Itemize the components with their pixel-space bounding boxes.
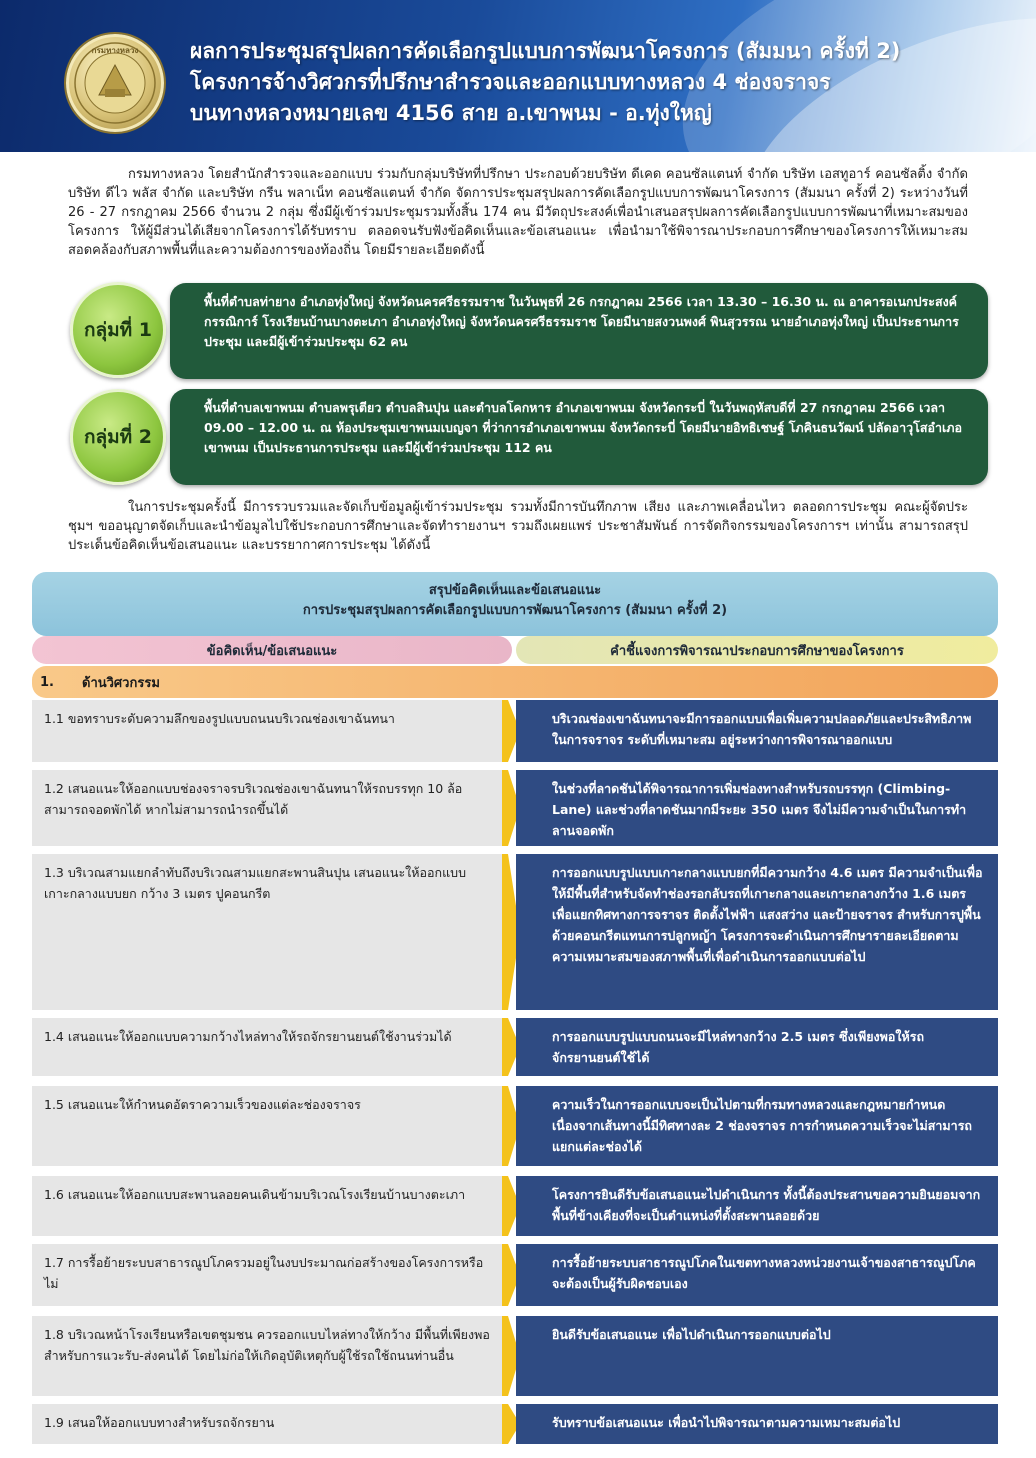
group-badge: [70, 282, 166, 378]
comment-cell: 1.6 เสนอแนะให้ออกแบบสะพานลอยคนเดินข้ามบริเวณโรงเรียนบ้านบางตะเภา: [32, 1176, 502, 1236]
table-row: [32, 854, 998, 1010]
title-line-3: บนทางหลวงหมายเลข 4156 สาย อ.เขาพนม - อ.ทุ่งใหญ่: [190, 101, 712, 125]
table-row: [32, 1086, 998, 1166]
comment-cell: 1.1 ขอทราบระดับความลึกของรูปแบบถนนบริเวณช่องเขาฉันทนา: [32, 700, 502, 762]
response-cell: โครงการยินดีรับข้อเสนอแนะไปดำเนินการ ทั้งนี้ต้องประสานขอความยินยอมจากพื้นที่ข้างเคียงที่จะเป็นตำแหน่งที่ตั้งสะพานลอยด้วย: [516, 1176, 998, 1236]
intro-paragraph: กรมทางหลวง โดยสำนักสำรวจและออกแบบ ร่วมกับกลุ่มบริษัทที่ปรึกษา ประกอบด้วยบริษัท ดีเคด คอนซัลแตนท์ จำกัด บริษัท เอสทูอาร์ คอนซัลติ้ง จำกัด บริษัท ดีไว พลัส จำกัด และบริษัท กรีน พลาเน็ท คอนซัลแตนท์ จำกัด จัดการประชุมสรุปผลการคัดเลือกรูปแบบการพัฒนาโครงการ (สัมมนา ครั้งที่ 2) ระหว่างวันที่ 26 - 27 กรกฎาคม 2566 จำนวน 2 กลุ่ม ซึ่งมีผู้เข้าร่วมประชุมรวมทั้งสิ้น 174 คน มีวัตถุประสงค์เพื่อนำเสนอสรุปผลการคัดเลือกรูปแบบการพัฒนาที่เหมาะสมของโครงการ ให้ผู้มีส่วนได้เสียจากโครงการได้รับทราบ ตลอดจนรับฟังข้อคิดเห็นและข้อเสนอแนะ เพื่อนำมาใช้พิจารณาประกอบการศึกษาของโครงการให้เหมาะสม สอดคล้องกับสภาพพื้นที่และความต้องการของท้องถิ่น โดยมีรายละเอียดดังนี้: [68, 167, 968, 258]
department-logo-icon: [66, 34, 164, 132]
section-engineering: [32, 666, 998, 698]
response-cell: การรื้อย้ายระบบสาธารณูปโภคในเขตทางหลวงหน่วยงานเจ้าของสาธารณูปโภคจะต้องเป็นผู้รับผิดชอบเอง: [516, 1244, 998, 1306]
table-row: [32, 1176, 998, 1236]
group-label: กลุ่มที่ 1: [83, 319, 153, 341]
page-title: [190, 36, 1010, 129]
summary-subtitle: การประชุมสรุปผลการคัดเลือกรูปแบบการพัฒนาโครงการ (สัมมนา ครั้งที่ 2): [302, 603, 728, 618]
group-1: [70, 283, 990, 383]
comment-cell: 1.9 เสนอให้ออกแบบทางสำหรับรถจักรยาน: [32, 1404, 502, 1444]
comment-cell: 1.3 บริเวณสามแยกลำทับถึงบริเวณสามแยกสะพานสินปุน เสนอแนะให้ออกแบบเกาะกลางแบบยก กว้าง 3 เมตร ปูคอนกรีต: [32, 854, 502, 1010]
comment-cell: 1.2 เสนอแนะให้ออกแบบช่องจราจรบริเวณช่องเขาฉันทนาให้รถบรรทุก 10 ล้อ สามารถจอดพักได้ หากไม่สามารถนำรถขึ้นได้: [32, 770, 502, 846]
page-header: [0, 0, 1036, 152]
response-cell: การออกแบบรูปแบบถนนจะมีไหล่ทางกว้าง 2.5 เมตร ซึ่งเพียงพอให้รถจักรยานยนต์ใช้ได้: [516, 1018, 998, 1076]
group-details: พื้นที่ตำบลเขาพนม ตำบลพรุเตียว ตำบลสินปุน และตำบลโคกหาร อำเภอเขาพนม จังหวัดกระบี่ ในวันพฤหัสบดีที่ 27 กรกฎาคม 2566 เวลา 09.00 – 12.00 น. ณ ห้องประชุมเขาพนมเบญจา ที่ว่าการอำเภอเขาพนม จังหวัดกระบี่ โดยมีนายอิทธิเชษฐ์ โภคินธนวัฒน์ ปลัดอาวุโสอำเภอเขาพนม เป็นประธานการประชุม และมีผู้เข้าร่วมประชุม 112 คน: [170, 389, 988, 485]
response-cell: ในช่วงที่ลาดชันได้พิจารณาการเพิ่มช่องทางสำหรับรถบรรทุก (Climbing-Lane) และช่วงที่ลาดชันมากมีระยะ 350 เมตร จึงไม่มีความจำเป็นในการทำลานจอดพัก: [516, 770, 998, 846]
group-2: [70, 389, 990, 489]
logo-text: กรมทางหลวง: [91, 46, 139, 55]
section-number: 1.: [40, 674, 54, 690]
summary-header: [32, 572, 998, 636]
table-row: [32, 700, 998, 762]
column-header-comments: ข้อคิดเห็น/ข้อเสนอแนะ: [32, 636, 512, 664]
table-row: [32, 1244, 998, 1306]
section-title: ด้านวิศวกรรม: [82, 675, 160, 691]
data-collection-paragraph: ในการประชุมครั้งนี้ มีการรวบรวมและจัดเก็บข้อมูลผู้เข้าร่วมประชุม รวมทั้งมีการบันทึกภาพ เสียง และภาพเคลื่อนไหว ตลอดการประชุม คณะผู้จัดประชุมฯ ขออนุญาตจัดเก็บและนำข้อมูลไปใช้ประกอบการศึกษาและจัดทำรายงานฯ รวมถึงเผยแพร่ ประชาสัมพันธ์ การจัดกิจกรรมของโครงการฯ เท่านั้น สามารถสรุปประเด็นข้อคิดเห็นข้อเสนอแนะ และบรรยากาศการประชุม ได้ดังนี้: [68, 500, 968, 553]
table-row: [32, 1316, 998, 1396]
response-cell: ความเร็วในการออกแบบจะเป็นไปตามที่กรมทางหลวงและกฎหมายกำหนด เนื่องจากเส้นทางนี้มีทิศทางละ 2 ช่องจราจร การกำหนดความเร็วจะไม่สามารถแยกแต่ละช่องได้: [516, 1086, 998, 1166]
response-cell: การออกแบบรูปแบบเกาะกลางแบบยกที่มีความกว้าง 4.6 เมตร มีความจำเป็นเพื่อให้มีพื้นที่สำหรับจัดทำช่องรอกลับรถที่เกาะกลางและเกาะกลางกว้าง 1.6 เมตร เพื่อแยกทิศทางการจราจร ติดตั้งไฟฟ้า แสงสว่าง และป้ายจราจร สำหรับการปูพื้นด้วยคอนกรีตแทนการปลูกหญ้า โครงการจะดำเนินการศึกษารายละเอียดตามความเหมาะสมของสภาพพื้นที่เพื่อดำเนินการออกแบบต่อไป: [516, 854, 998, 1010]
comment-cell: 1.8 บริเวณหน้าโรงเรียนหรือเขตชุมชน ควรออกแบบไหล่ทางให้กว้าง มีพื้นที่เพียงพอสำหรับการแวะรับ-ส่งคนได้ โดยไม่ก่อให้เกิดอุบัติเหตุกับผู้ใช้รถใช้ถนนท่านอื่น: [32, 1316, 502, 1396]
group-badge: [70, 389, 166, 485]
response-cell: บริเวณช่องเขาฉันทนาจะมีการออกแบบเพื่อเพิ่มความปลอดภัยและประสิทธิภาพในการจราจร ระดับที่เหมาะสม อยู่ระหว่างการพิจารณาออกแบบ: [516, 700, 998, 762]
comment-cell: 1.5 เสนอแนะให้กำหนดอัตราความเร็วของแต่ละช่องจราจร: [32, 1086, 502, 1166]
table-row: [32, 770, 998, 846]
response-cell: ยินดีรับข้อเสนอแนะ เพื่อไปดำเนินการออกแบบต่อไป: [516, 1316, 998, 1396]
comment-cell: 1.7 การรื้อย้ายระบบสาธารณูปโภครวมอยู่ในงบประมาณก่อสร้างของโครงการหรือไม่: [32, 1244, 502, 1306]
table-row: [32, 1018, 998, 1076]
group-label: กลุ่มที่ 2: [83, 426, 153, 448]
title-line-2: โครงการจ้างวิศวกรที่ปรึกษาสำรวจและออกแบบทางหลวง 4 ช่องจราจร: [190, 70, 831, 94]
comment-cell: 1.4 เสนอแนะให้ออกแบบความกว้างไหล่ทางให้รถจักรยานยนต์ใช้งานร่วมได้: [32, 1018, 502, 1076]
table-row: [32, 1404, 998, 1444]
response-cell: รับทราบข้อเสนอแนะ เพื่อนำไปพิจารณาตามความเหมาะสมต่อไป: [516, 1404, 998, 1444]
title-line-1: ผลการประชุมสรุปผลการคัดเลือกรูปแบบการพัฒนาโครงการ (สัมมนา ครั้งที่ 2): [190, 39, 901, 63]
column-header-responses: คำชี้แจงการพิจารณาประกอบการศึกษาของโครงการ: [516, 636, 998, 664]
group-details: พื้นที่ตำบลท่ายาง อำเภอทุ่งใหญ่ จังหวัดนครศรีธรรมราช ในวันพุธที่ 26 กรกฎาคม 2566 เวลา 13.30 – 16.30 น. ณ อาคารอเนกประสงค์กรรณิการ์ โรงเรียนบ้านบางตะเภา อำเภอทุ่งใหญ่ จังหวัดนครศรีธรรมราช โดยมีนายสงวนพงศ์ พินสุวรรณ นายอำเภอทุ่งใหญ่ เป็นประธานการประชุม และมีผู้เข้าร่วมประชุม 62 คน: [170, 283, 988, 379]
summary-title: สรุปข้อคิดเห็นและข้อเสนอแนะ: [428, 583, 602, 598]
